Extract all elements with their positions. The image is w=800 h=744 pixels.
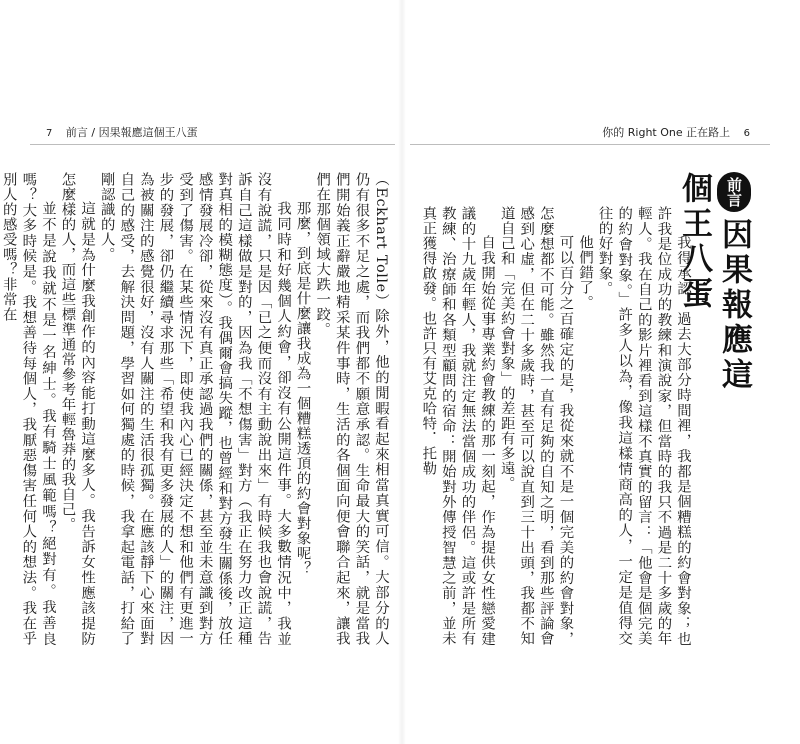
right-page-body (420, 206, 692, 646)
right-paragraph: 可以百分之百確定的是，我從來就不是一個完美的約會對象，怎麼想都不可能。雖然我一直有足夠的自知之明，看到那些評論會感到心虛，但在二十多歲時，甚至可以說直到三十出頭，我都不知道自己和「完美約會對象」的差距有多遠。 (498, 206, 574, 646)
right-paragraph: 他們錯了。 (577, 234, 594, 310)
right-header-title: 你的 Right One 正在路上 (602, 126, 731, 139)
right-header-rule (410, 144, 770, 145)
left-page-number: 7 (46, 128, 53, 139)
chapter-badge: 前言 (717, 172, 751, 212)
left-paragraph: 這就是為什麼我創作的內容能打動這麼多人。我告訴女性應該提防怎麼樣的人，而這些標準通常參考年輕魯莽的我自己。 (59, 172, 96, 646)
left-paragraph: 並不是說我就不是一名紳士。我有騎士風範嗎？絕對有。我善良嗎？大多時候是。我想善待每個人，我厭惡傷害任何人的想法。我在乎別人的感受嗎？非常在 (0, 172, 56, 646)
right-page-number: 6 (743, 128, 750, 139)
chapter-title (676, 172, 754, 422)
right-paragraph: 自我開始從事專業約會教練的那一刻起，作為提供女性戀愛建議的十九歲年輕人，我就注定無法當個成功的伴侶。這或許是所有教練、治療師和各類型顧問的宿命：開始對外傳授智慧之前，並未真正獲得啟發。也許只有艾克哈特．托勒 (420, 206, 496, 646)
left-page-header (36, 124, 198, 142)
left-paragraph: 我同時和好幾個人約會，卻沒有公開這件事。大多數情況中，我並沒有說謊，只是因「已之便而沒有主動說出來」有時候我也會說謊，告訴自己這樣做是對的，因為我「不想傷害」對方（我正在努力改正這種對真相的模糊態度）。我偶爾會搞失蹤，也曾經和對方發生關係後，放任感情發展冷卻，從來沒有真正承認過我們的關係，甚至並未意識到對方受到了傷害。在某些情況下，即使我內心已經決定不想和他們有更進一步的發展，卻仍繼續尋求那些「希望和我有更多發展的人」的關注，因為被關注的感覺很好，沒有人關注的生活很孤獨。在應該靜下心來面對自己的感受，去解決問題，學習如何獨處的時候，我拿起電話，打給了剛認識的人。 (98, 172, 292, 646)
left-paragraph: （Eckhart Tolle）除外，他的閒暇看起來相當真實可信。大部分的人仍有很多不足之處，而我們都不願意承認。生命最大的笑話，就是當我們開始義正辭嚴地精采某件事時，生活的各個面向便會聯合起來，讓我們在那個領域大跌一跤。 (314, 172, 389, 646)
left-header-section: 前言 (65, 126, 88, 139)
left-paragraph: 那麼，到底是什麼讓我成為一個糟糕透頂的約會對象呢？ (294, 200, 311, 576)
right-paragraph: 我得承認，過去大部分時間裡，我都是個糟糕的約會對象；也許我是位成功的教練和演說家，但當時的我只不過是二十多歲的年輕人。我在自己的影片裡看到這樣不真實的留言：「他會是個完美的約會對象。」許多人以為，像我這樣情商高的人，一定是值得交往的好對象。 (596, 206, 691, 646)
left-header-title: 因果報應這個王八蛋 (98, 126, 198, 139)
book-gutter (398, 0, 406, 744)
left-header-separator: / (91, 126, 96, 139)
right-page-header (602, 124, 760, 142)
left-page-body (0, 172, 390, 646)
chapter-title-text: 因果報應這個王八蛋 (676, 172, 752, 393)
left-header-rule (30, 144, 395, 145)
